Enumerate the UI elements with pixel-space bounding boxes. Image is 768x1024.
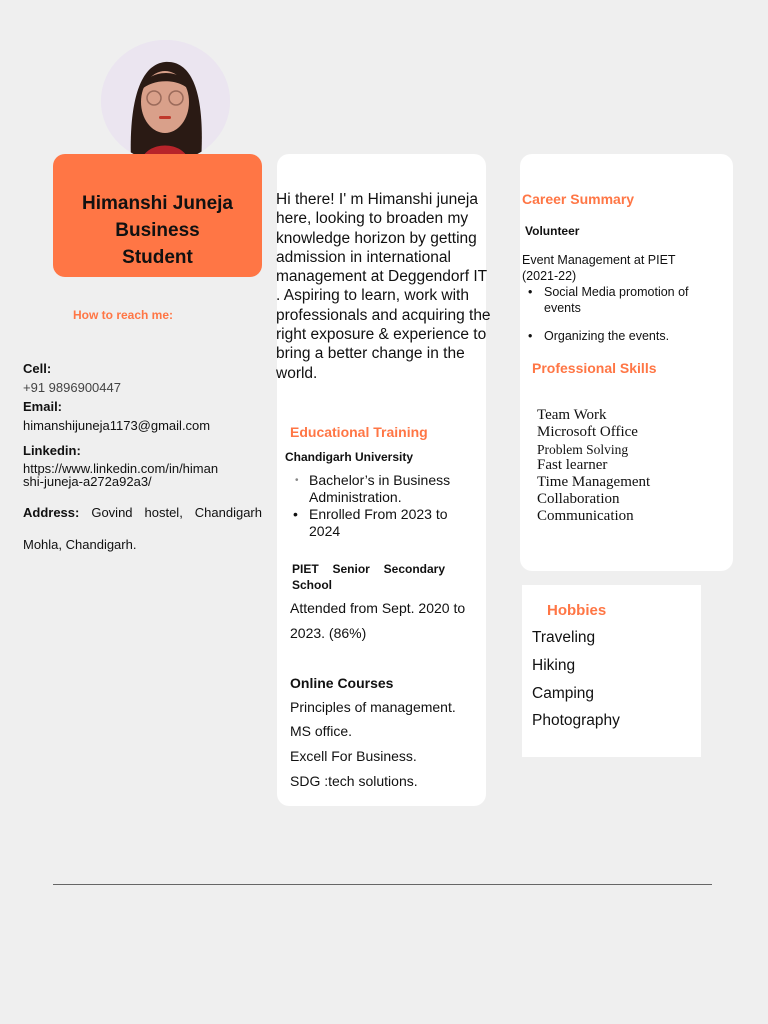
uni-item-1: • Bachelor’s in Business Administration. [295,472,451,505]
uni-item-2: • Enrolled From 2023 to 2024 [293,506,448,539]
skill-item: Collaboration [537,491,620,508]
school-name-line1: PIET Senior Secondary [292,562,445,576]
skill-item: Problem Solving [537,441,629,457]
skill-item: Time Management [537,473,651,490]
skill-item: Team Work [537,407,607,423]
online-courses-title: Online Courses [290,675,394,691]
career-title: Career Summary [522,191,635,207]
profile-title-line1: Business [115,220,200,241]
cell-value: +91 9896900447 [23,380,121,395]
address-line1: Govind hostel, Chandigarh [91,505,262,520]
education-title: Educational Training [290,424,428,440]
footer-divider [53,884,712,885]
career-desc: Event Management at PIET (2021-22) [522,253,676,283]
career-item-2: • Organizing the events. [522,328,692,344]
school-name-line2: School [292,578,333,592]
linkedin-line2: shi-juneja-a272a92a3/ [23,474,152,489]
hobby-item: Photography [532,712,620,729]
profile-name: Himanshi Juneja [82,193,233,214]
hobby-item: Hiking [532,657,576,674]
cell-label: Cell: [23,361,52,376]
skills-title: Professional Skills [532,360,657,376]
hobbies-title: Hobbies [547,602,607,619]
course-3: Excell For Business. [290,748,417,764]
career-item-1: • Social Media promotion of events [522,284,692,316]
name-card [53,154,262,277]
skill-item: Fast learner [537,456,608,473]
skill-item: Microsoft Office [537,424,638,441]
intro-text: Hi there! I' m Himanshi juneja here, looking to broaden my knowledge horizon by getting admission in international management at Deggendorf IT . Aspiring to learn, work with professionals and acquiring the right exposure & experience to bring a better change in the world. [276,191,491,382]
linkedin-label: Linkedin: [23,443,81,458]
email-value[interactable]: himanshijuneja1173@gmail.com [23,418,211,433]
university-name: Chandigarh University [285,450,414,464]
career-list [522,284,692,344]
profile-photo [101,40,230,162]
career-role: Volunteer [525,224,580,238]
university-details [285,472,480,540]
skills-list [537,407,650,526]
profile-title-line2: Student [122,247,193,268]
hobby-item: Traveling [532,629,596,646]
skill-item: Communication [537,508,634,525]
school-dates-line2: 2023. (86%) [290,625,367,641]
school-dates-line1: Attended from Sept. 2020 to [290,600,466,616]
email-label: Email: [23,399,63,414]
linkedin-line1: https://www.linkedin.com/in/himan [23,461,219,476]
course-2: MS office. [290,723,352,739]
address-line1-row [23,505,262,520]
address-label: Address: [23,505,80,520]
hobby-item: Camping [532,685,595,702]
course-1: Principles of management. [290,699,456,715]
contact-heading: How to reach me: [73,308,174,322]
linkedin-link[interactable] [23,462,218,488]
address-line2: Mohla, Chandigarh. [23,537,137,552]
course-4: SDG :tech solutions. [290,773,418,789]
